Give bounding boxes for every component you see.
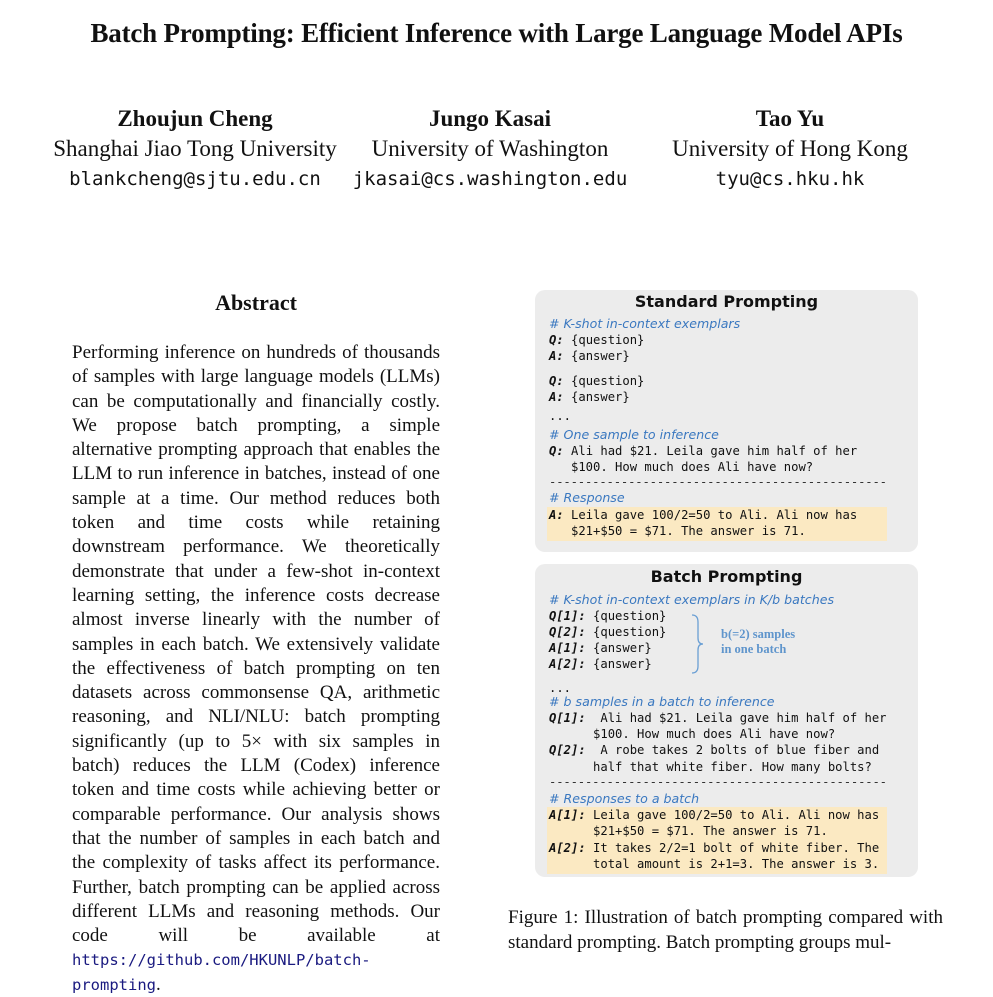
- code-line: Q[2]: A robe takes 2 bolts of blue fiber and: [549, 743, 880, 757]
- comment-line: # Responses to a batch: [549, 791, 700, 806]
- code-line: $21+$50 = $71. The answer is 71.: [549, 824, 828, 838]
- comment-line: # Response: [549, 490, 625, 505]
- curly-brace-icon: [690, 614, 704, 674]
- code-line: half that white fiber. How many bolts?: [549, 760, 872, 774]
- code-link[interactable]: https://github.com/HKUNLP/batch-prompting: [72, 951, 371, 994]
- code-line: A: Leila gave 100/2=50 to Ali. Ali now has: [549, 508, 858, 522]
- code-line: A[2]: {answer}: [549, 657, 652, 671]
- code-line: Q: {question}: [549, 333, 645, 347]
- code-line: $21+$50 = $71. The answer is 71.: [549, 524, 806, 538]
- ellipsis: ...: [549, 681, 572, 695]
- code-line: A: {answer}: [549, 390, 630, 404]
- ellipsis: ...: [549, 409, 572, 423]
- code-line: A[1]: Leila gave 100/2=50 to Ali. Ali now has: [549, 808, 880, 822]
- author-email: jkasai@cs.washington.edu: [352, 168, 628, 190]
- batch-size-note-line2: in one batch: [721, 642, 787, 656]
- figure-caption: Figure 1: Illustration of batch prompting compared with standard prompting. Batch prompting groups mul-: [508, 907, 943, 953]
- code-line: Q: Ali had $21. Leila gave him half of her: [549, 444, 858, 458]
- comment-line: # K-shot in-context exemplars in K/b batches: [549, 592, 835, 607]
- code-line: Q[1]: {question}: [549, 609, 667, 623]
- author-email: tyu@cs.hku.hk: [715, 168, 865, 190]
- comment-line: # K-shot in-context exemplars: [549, 316, 741, 331]
- code-line: A: {answer}: [549, 349, 630, 363]
- author-email: blankcheng@sjtu.edu.cn: [69, 168, 321, 190]
- abstract-text: Performing inference on hundreds of thousands of samples with large language models (LLMs) can be computationally and financially costly. We propose batch prompting, a simple alternative prompting approach that enables the LLM to run inference in batches, instead of one sample at a time. Our method reduces both token and time costs while retaining downstream performance. We theoretically demonstrate that under a few-shot in-context learning setting, the inference costs decrease almost inverse linearly with the number of samples in each batch. We extensively validate the effectiveness of batch prompting on ten datasets across commonsense QA, arithmetic reasoning, and NLI/NLU: batch prompting significantly (up to 5× with six samples in batch) reduces the LLM (Codex) inference token and time costs while achieving better or comparable performance. Our analysis shows that the number of samples in each batch and the complexity of tasks affect its performance. Further, batch prompting can be applied across different LLMs and reasoning methods. Our code will be available at: [72, 342, 440, 947]
- abstract-body: [72, 341, 440, 997]
- separator: -----------------------------------------------: [549, 475, 887, 489]
- standard-prompting-panel: [535, 290, 918, 552]
- standard-prompting-title: Standard Prompting: [634, 292, 819, 311]
- paper-title: Batch Prompting: Efficient Inference with Large Language Model APIs: [90, 18, 903, 48]
- author-affiliation: University of Hong Kong: [672, 136, 908, 161]
- separator: -----------------------------------------------: [549, 775, 887, 789]
- code-line: Q[1]: Ali had $21. Leila gave him half of her: [549, 711, 887, 725]
- comment-line: # One sample to inference: [549, 427, 719, 442]
- code-line: A[2]: It takes 2/2=1 bolt of white fiber. The: [549, 841, 880, 855]
- batch-prompting-panel: [535, 564, 918, 877]
- author-block-1: [40, 104, 350, 194]
- code-line: A[1]: {answer}: [549, 641, 652, 655]
- code-line: total amount is 2+1=3. The answer is 3.: [549, 857, 880, 871]
- batch-size-note-line1: b(=2) samples: [721, 627, 796, 641]
- batch-prompting-title: Batch Prompting: [650, 567, 803, 586]
- batch-size-note: [721, 627, 795, 657]
- code-line: $100. How much does Ali have now?: [549, 460, 814, 474]
- author-name: Zhoujun Cheng: [117, 106, 273, 131]
- comment-line: # b samples in a batch to inference: [549, 694, 775, 709]
- code-line: $100. How much does Ali have now?: [549, 727, 836, 741]
- abstract-heading: Abstract: [215, 290, 297, 315]
- code-line: Q[2]: {question}: [549, 625, 667, 639]
- author-block-3: [650, 104, 930, 194]
- author-block-2: [345, 104, 635, 194]
- code-line: Q: {question}: [549, 374, 645, 388]
- author-affiliation: University of Washington: [371, 136, 609, 161]
- author-name: Tao Yu: [755, 106, 825, 131]
- author-affiliation: Shanghai Jiao Tong University: [53, 136, 337, 161]
- author-name: Jungo Kasai: [428, 106, 552, 131]
- abstract-trailing: .: [156, 973, 161, 995]
